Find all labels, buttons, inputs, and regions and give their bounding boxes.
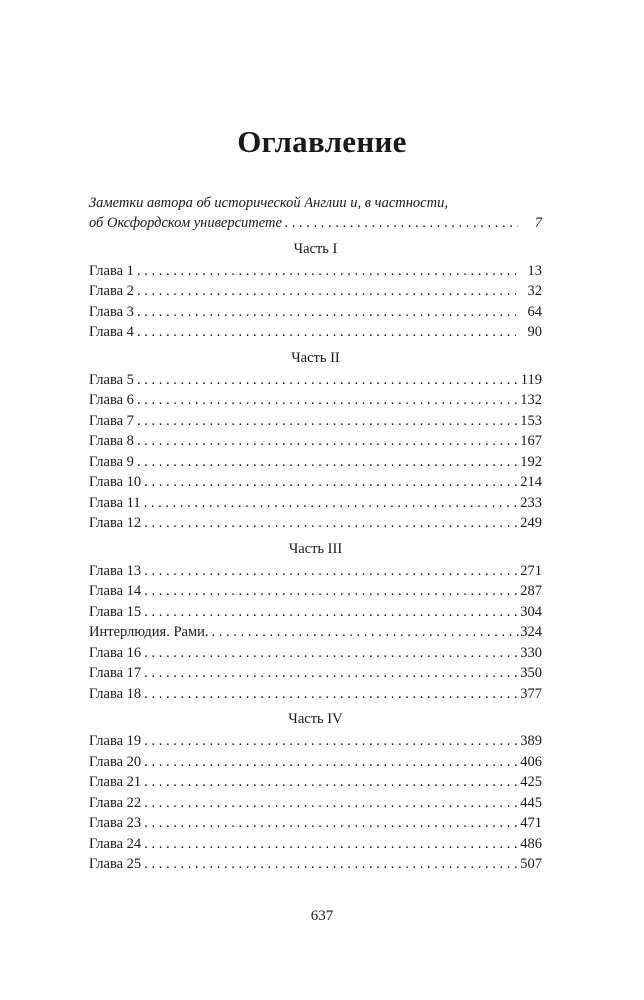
toc-entry[interactable] — [89, 581, 542, 602]
leader-dots — [134, 281, 516, 302]
intro-page-number: 7 — [534, 215, 542, 231]
entry-page-number: 425 — [520, 774, 542, 790]
entry-label: Глава 17 — [89, 665, 142, 681]
leader-dots — [134, 452, 520, 473]
entry-label: Интерлюдия. Рами. — [89, 624, 209, 640]
toc-entry[interactable] — [89, 431, 542, 452]
toc-entry[interactable] — [89, 561, 542, 582]
toc-entry[interactable] — [89, 684, 542, 705]
entry-label: Глава 3 — [89, 303, 134, 320]
leader-dots — [134, 431, 520, 452]
entry-label: Глава 2 — [89, 283, 134, 299]
toc-entry[interactable] — [89, 370, 542, 391]
entry-label: Глава 19 — [89, 733, 142, 749]
intro-title-line2-row — [89, 213, 542, 234]
toc-entry[interactable] — [89, 513, 542, 534]
entry-page-number: 249 — [520, 515, 542, 531]
entry-page-number: 304 — [520, 603, 542, 620]
leader-dots — [134, 411, 520, 432]
entry-label: Глава 4 — [89, 324, 134, 340]
toc-entry[interactable] — [89, 731, 542, 752]
entry-page-number: 330 — [520, 644, 542, 661]
entry-page-number: 214 — [520, 474, 542, 490]
leader-dots — [134, 390, 520, 411]
toc-entry[interactable] — [89, 663, 542, 684]
entry-label: Глава 25 — [89, 856, 142, 872]
leader-dots — [134, 261, 516, 282]
part-heading: Часть IV — [288, 711, 343, 727]
entry-page-number: 389 — [520, 733, 542, 749]
entry-label: Глава 11 — [89, 494, 141, 511]
entry-page-number: 471 — [520, 815, 542, 831]
toc-entry[interactable] — [89, 390, 542, 411]
leader-dots — [141, 752, 520, 773]
toc-entry[interactable] — [89, 261, 542, 282]
toc-entry[interactable] — [89, 472, 542, 493]
entry-page-number: 350 — [520, 665, 542, 681]
entry-label: Глава 22 — [89, 794, 142, 811]
toc-entry[interactable] — [89, 622, 542, 643]
toc-entry[interactable] — [89, 411, 542, 432]
entry-label: Глава 16 — [89, 644, 142, 661]
leader-dots — [141, 643, 520, 664]
entry-page-number: 153 — [520, 412, 542, 429]
leader-dots — [282, 213, 518, 234]
leader-dots — [141, 561, 520, 582]
entry-label: Глава 24 — [89, 835, 142, 852]
toc-entry[interactable] — [89, 302, 542, 323]
entry-label: Глава 5 — [89, 371, 134, 388]
entry-label: Глава 12 — [89, 515, 142, 531]
entry-label: Глава 23 — [89, 815, 142, 831]
leader-dots — [141, 581, 520, 602]
intro-entry[interactable] — [89, 193, 542, 234]
entry-label: Глава 10 — [89, 474, 142, 490]
toc-entry[interactable] — [89, 452, 542, 473]
page-title: Оглавление — [237, 124, 407, 159]
entry-page-number: 233 — [520, 494, 542, 511]
leader-dots — [141, 602, 520, 623]
entry-label: Глава 13 — [89, 562, 142, 579]
entry-page-number: 507 — [520, 856, 542, 872]
entry-page-number: 486 — [520, 835, 542, 852]
entry-label: Глава 8 — [89, 433, 134, 449]
entry-page-number: 192 — [520, 453, 542, 470]
leader-dots — [134, 370, 521, 391]
table-of-contents — [89, 193, 542, 875]
toc-entry[interactable] — [89, 602, 542, 623]
entry-label: Глава 15 — [89, 603, 142, 620]
entry-page-number: 445 — [520, 794, 542, 811]
entry-label: Глава 14 — [89, 583, 142, 599]
toc-entry[interactable] — [89, 281, 542, 302]
entry-label: Глава 20 — [89, 753, 142, 770]
entry-label: Глава 9 — [89, 453, 134, 470]
entry-label: Глава 1 — [89, 262, 134, 279]
leader-dots — [141, 834, 520, 855]
page-number: 637 — [310, 908, 334, 924]
part-heading: Часть I — [293, 240, 338, 257]
entry-page-number: 377 — [520, 685, 542, 702]
leader-dots — [141, 493, 521, 514]
intro-title-line2: об Оксфордском университете — [89, 215, 282, 231]
leader-dots — [141, 684, 520, 705]
part-heading: Часть III — [288, 540, 343, 557]
toc-entry[interactable] — [89, 813, 542, 834]
entry-page-number: 13 — [527, 262, 542, 279]
leader-dots — [134, 302, 516, 323]
entry-label: Глава 18 — [89, 685, 142, 702]
entry-page-number: 287 — [520, 583, 542, 599]
part-heading: Часть II — [291, 349, 340, 366]
leader-dots — [134, 322, 516, 343]
entry-page-number: 90 — [527, 324, 542, 340]
leader-dots — [141, 472, 520, 493]
entry-label: Глава 21 — [89, 774, 142, 790]
entry-page-number: 132 — [520, 392, 542, 408]
entry-page-number: 64 — [527, 303, 542, 320]
entry-page-number: 119 — [520, 371, 542, 388]
toc-entry[interactable] — [89, 834, 542, 855]
toc-entry[interactable] — [89, 772, 542, 793]
leader-dots — [141, 793, 520, 814]
entry-page-number: 167 — [520, 433, 542, 449]
leader-dots — [209, 622, 521, 643]
toc-entry[interactable] — [89, 793, 542, 814]
entry-page-number: 406 — [520, 753, 542, 770]
toc-entry[interactable] — [89, 752, 542, 773]
leader-dots — [141, 813, 520, 834]
toc-entry[interactable] — [89, 854, 542, 875]
entry-page-number: 32 — [527, 283, 542, 299]
intro-title-line1: Заметки автора об исторической Англии и, в частности, — [89, 195, 448, 211]
toc-entry[interactable] — [89, 322, 542, 343]
leader-dots — [141, 854, 520, 875]
leader-dots — [141, 663, 520, 684]
toc-entry[interactable] — [89, 643, 542, 664]
entry-page-number: 324 — [520, 624, 542, 640]
leader-dots — [141, 731, 520, 752]
leader-dots — [141, 513, 520, 534]
entry-label: Глава 6 — [89, 392, 134, 408]
leader-dots — [141, 772, 520, 793]
entry-label: Глава 7 — [89, 412, 134, 429]
toc-entry[interactable] — [89, 493, 542, 514]
entry-page-number: 271 — [520, 562, 542, 579]
